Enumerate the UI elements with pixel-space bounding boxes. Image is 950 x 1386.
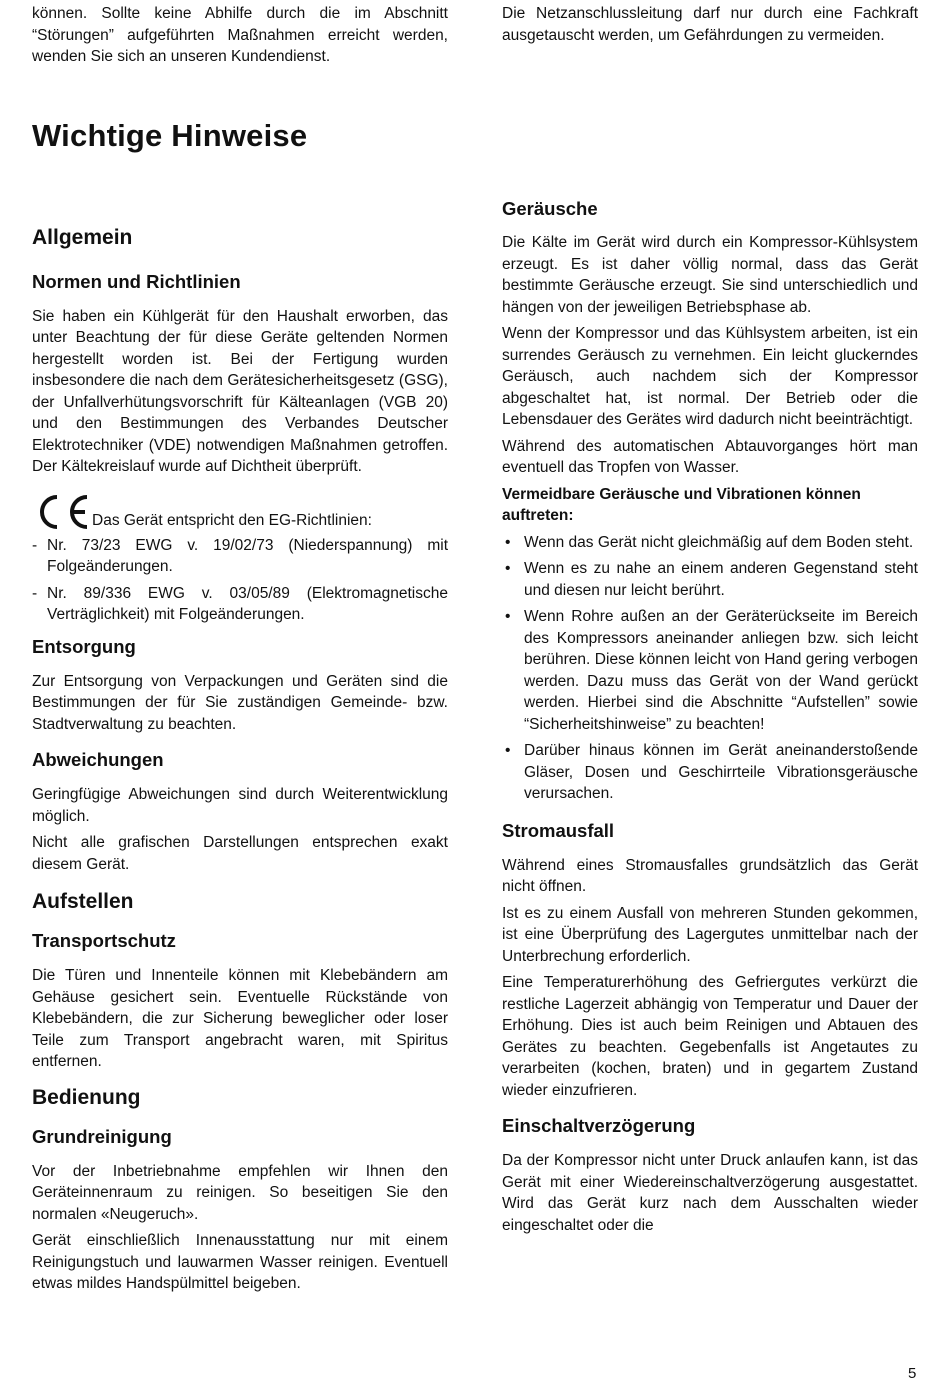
section-title-aufstellen: Aufstellen [32, 890, 134, 913]
stromausfall-paragraph-1: Während eines Stromausfalles grundsätzlich das Gerät nicht öffnen. [502, 856, 918, 895]
stromausfall-paragraph-2: Ist es zu einem Ausfall von mehreren Stunden gekommen, ist eine Überprüfung des Lagergutes unmittelbar nach der Unterbrechung erforderlich. [502, 904, 918, 965]
abweichungen-paragraph-2: Nicht alle grafischen Darstellungen entsprechen exakt diesem Gerät. [32, 834, 448, 873]
grundreinigung-paragraph-2: Gerät einschließlich Innenausstattung nur mit einem Reinigungstuch und lauwarmen Wasser reinigen. Eventuell etwas mildes Handspülmittel beigeben. [32, 1232, 448, 1292]
geraeusche-paragraph-2: Wenn der Kompressor und das Kühlsystem arbeiten, ist ein surrendes Geräusch zu vernehmen. Ein leicht gluckerndes Geräusch, auch nachdem sich der Kompressor abgeschaltet hat, ist normal. Der Betrieb oder die Lebensdauer des Gerätes wird dadurch nicht beeinträchtigt. [502, 325, 918, 428]
page-number: 5 [908, 1365, 917, 1382]
subsection-title-geraeusche: Geräusche [502, 198, 598, 219]
ce-mark-icon [32, 493, 90, 531]
section-title-bedienung: Bedienung [32, 1085, 141, 1109]
subsection-title-transportschutz: Transportschutz [32, 930, 176, 951]
subsection-title-entsorgung: Entsorgung [32, 635, 136, 657]
list-item: - Nr. 89/336 EWG v. 03/05/89 (Elektromagnetische Verträglichkeit) mit Folgeänderungen. [32, 584, 448, 623]
bullet-icon: • [505, 742, 511, 759]
list-item: • Wenn Rohre außen an der Geräterückseite im Bereich des Kompressors aneinander anliegen bzw. sich leicht berühren. Diese können leicht von Hand gering verbogen werden. Dazu muss das Gerät von der Wand gerückt werden. Hierbei sind die Abschnitte “Aufstellen” sowie “Sicherheitshinweise” zu beachten! [505, 608, 918, 733]
bullet-icon: • [505, 533, 511, 551]
subsection-title-abweichungen: Abweichungen [32, 749, 164, 770]
transportschutz-paragraph: Die Türen und Innenteile können mit Klebebändern am Gehäuse gesichert sein. Eventuelle Rückstände von Klebebändern, die zur Sicherung beweglicher oder loser Teile zum Transport angebracht waren, mit Spiritus entfernen. [32, 967, 448, 1070]
list-item: • Wenn es zu nahe an einem anderen Gegenstand steht und diesen nur leicht berührt. [505, 560, 918, 599]
abweichungen-paragraph-1: Geringfügige Abweichungen sind durch Weiterentwicklung möglich. [32, 786, 448, 825]
stromausfall-paragraph-3: Eine Temperaturerhöhung des Gefriergutes verkürzt die restliche Lagerzeit abhängig von Temperatur und Dauer der Erhöhung. Dies ist auch beim Reinigen und Abtauen des Gerätes zu beachten. Gegebenfalls ist Angetautes zu verarbeiten (kochen, braten) und in gegartem Zustand wieder einzufrieren. [502, 974, 918, 1099]
list-item: - Nr. 73/23 EWG v. 19/02/73 (Niederspannung) mit Folgeänderungen. [32, 536, 448, 575]
top-right-paragraph: Die Netzanschlussleitung darf nur durch eine Fachkraft ausgetauscht werden, um Gefährdungen zu vermeiden. [502, 5, 918, 44]
section-title-allgemein: Allgemein [32, 225, 133, 249]
geraeusche-paragraph-1: Die Kälte im Gerät wird durch ein Kompressor-Kühlsystem erzeugt. Es ist daher völlig normal, dass das Gerät bestimmte Geräusche erzeugt. Sie sind unterschiedlich und hängen von der jeweiligen Betriebsphase ab. [502, 234, 918, 316]
ce-line [32, 493, 448, 531]
left-column [32, 3, 448, 1300]
normen-paragraph: Sie haben ein Kühlgerät für den Haushalt erworben, das unter Beachtung der für diese Geräte geltenden Normen hergestellt worden ist. Bei der Fertigung wurden insbesondere die nach dem Gerätesicherheitsgesetz (GSG), der Unfallverhütungsvorschrift für Kälteanlagen (VGB 20) und den Bestimmungen des Verbandes Deutscher Elektrotechniker (VDE) notwendigen Maßnahmen getroffen. Der Kältekreislauf wurde auf Dichtheit überprüft. [32, 307, 448, 475]
ce-directive-list [32, 535, 448, 626]
geraeusche-paragraph-3: Während des automatischen Abtauvorganges hört man eventuell das Tropfen von Wasser. [502, 437, 918, 476]
entsorgung-paragraph: Zur Entsorgung von Verpackungen und Geräten sind die Bestimmungen der für Sie zuständigen Gemeinde- bzw. Stadtverwaltung zu beachten. [32, 672, 448, 733]
vibration-bullet-list [502, 532, 918, 805]
right-column [502, 3, 918, 1241]
list-item: • Wenn das Gerät nicht gleichmäßig auf dem Boden steht. [502, 532, 918, 554]
subsection-title-einschaltverzoegerung: Einschaltverzögerung [502, 1115, 696, 1136]
top-left-paragraph: können. Sollte keine Abhilfe durch die im Abschnitt “Störungen” aufgeführten Maßnahmen erreicht werden, wenden Sie sich an unseren Kundendienst. [32, 5, 448, 65]
vermeidbar-heading: Vermeidbare Geräusche und Vibrationen können auftreten: [502, 485, 861, 524]
bullet-icon: • [505, 560, 511, 577]
page-title: Wichtige Hinweise [32, 118, 308, 153]
ce-text: Das Gerät entspricht den EG-Richtlinien: [92, 512, 372, 529]
subsection-title-grundreinigung: Grundreinigung [32, 1125, 172, 1147]
grundreinigung-paragraph-1: Vor der Inbetriebnahme empfehlen wir Ihnen den Geräteinnenraum zu reinigen. So beseitigen Sie den normalen «Neugeruch». [32, 1162, 448, 1223]
einschaltverzoegerung-paragraph: Da der Kompressor nicht unter Druck anlaufen kann, ist das Gerät mit einer Wiedereinschaltverzögerung ausgestattet. Wird das Gerät kurz nach dem Ausschalten wieder eingeschaltet oder die [502, 1152, 918, 1234]
subsection-title-stromausfall: Stromausfall [502, 819, 615, 841]
list-item: • Darüber hinaus können im Gerät aneinanderstoßende Gläser, Dosen und Geschirrteile Vibrationsgeräusche verursachen. [505, 742, 918, 802]
bullet-icon: • [505, 608, 511, 625]
subsection-title-normen: Normen und Richtlinien [32, 270, 241, 292]
